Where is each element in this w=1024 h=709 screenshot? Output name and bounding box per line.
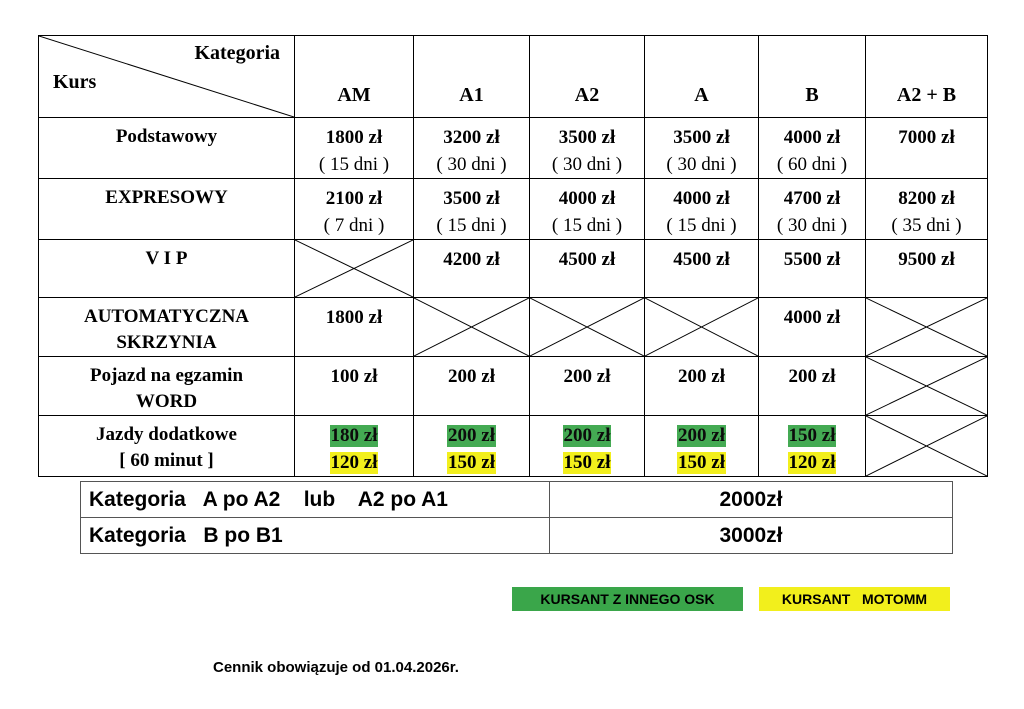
not-available-cell <box>866 416 988 477</box>
price-table <box>38 35 988 477</box>
price-cell <box>759 416 866 477</box>
price-cell <box>295 298 414 357</box>
upgrade-row <box>81 482 953 518</box>
price-cell <box>866 240 988 298</box>
price-cell <box>866 118 988 179</box>
price-value: 3200 zł <box>443 127 500 148</box>
price-cell <box>295 416 414 477</box>
other-osk-price: 150 zł <box>788 425 836 446</box>
price-value: 4500 zł <box>673 249 730 270</box>
price-value: 200 zł <box>448 366 495 387</box>
other-osk-price: 180 zł <box>330 425 378 446</box>
motomm-price: 150 zł <box>448 452 495 473</box>
price-cell <box>414 357 530 416</box>
duration-value: ( 30 dni ) <box>666 154 737 175</box>
corner-course-label: Kurs <box>53 71 97 93</box>
not-available-cell <box>645 298 759 357</box>
category-header-a1: A1 <box>414 36 530 118</box>
price-cell <box>530 357 645 416</box>
duration-value: ( 15 dni ) <box>436 215 507 236</box>
price-value: 9500 zł <box>898 249 955 270</box>
category-upgrade-table <box>80 481 953 554</box>
row-label-line: Jazdy dodatkowe <box>96 424 237 445</box>
row-vip <box>39 240 988 298</box>
price-value: 2100 zł <box>325 188 383 209</box>
row-label-automat <box>39 298 295 357</box>
cross-out-icon <box>530 298 644 356</box>
price-value: 200 zł <box>563 366 611 387</box>
header-row <box>39 36 988 118</box>
price-cell <box>759 179 866 240</box>
price-value: 3500 zł <box>673 127 730 148</box>
price-cell <box>645 240 759 298</box>
not-available-cell <box>866 357 988 416</box>
duration-value: ( 15 dni ) <box>666 215 737 236</box>
not-available-cell <box>530 298 645 357</box>
row-label-vip: V I P <box>39 240 295 298</box>
cross-out-icon <box>866 416 987 476</box>
price-cell <box>414 118 530 179</box>
duration-value: ( 35 dni ) <box>891 215 962 236</box>
upgrade-price: 3000zł <box>550 518 953 554</box>
duration-value: ( 30 dni ) <box>776 215 848 236</box>
duration-value: ( 30 dni ) <box>436 154 507 175</box>
price-value: 4000 zł <box>558 188 616 209</box>
motomm-price: 120 zł <box>788 452 836 473</box>
row-label-podstawowy: Podstawowy <box>39 118 295 179</box>
price-value: 1800 zł <box>325 307 383 328</box>
validity-note: Cennik obowiązuje od 01.04.2026r. <box>213 659 459 676</box>
row-label-line: SKRZYNIA <box>116 332 217 353</box>
price-value: 4200 zł <box>443 249 500 270</box>
corner-category-label: Kategoria <box>194 42 280 64</box>
duration-value: ( 30 dni ) <box>551 154 623 175</box>
price-value: 4000 zł <box>783 127 841 148</box>
upgrade-label: Kategoria B po B1 <box>81 518 550 554</box>
price-value: 8200 zł <box>898 188 955 209</box>
row-dodatkowe <box>39 416 988 477</box>
price-cell <box>759 240 866 298</box>
price-cell <box>295 118 414 179</box>
row-podstawowy <box>39 118 988 179</box>
price-cell <box>530 118 645 179</box>
row-label-egzamin <box>39 357 295 416</box>
price-cell <box>645 416 759 477</box>
price-value: 100 zł <box>330 366 378 387</box>
price-cell <box>645 118 759 179</box>
price-value: 3500 zł <box>558 127 616 148</box>
category-header-b: B <box>759 36 866 118</box>
price-cell <box>759 357 866 416</box>
price-cell <box>530 179 645 240</box>
price-value: 7000 zł <box>898 127 955 148</box>
price-cell <box>530 240 645 298</box>
upgrade-row <box>81 518 953 554</box>
row-egzamin <box>39 357 988 416</box>
cross-out-icon <box>295 240 413 297</box>
motomm-price: 150 zł <box>563 452 611 473</box>
price-value: 4000 zł <box>783 307 841 328</box>
price-cell <box>414 179 530 240</box>
row-automat <box>39 298 988 357</box>
price-value: 200 zł <box>678 366 725 387</box>
price-cell <box>645 357 759 416</box>
upgrade-price: 2000zł <box>550 482 953 518</box>
legend-other-osk: KURSANT Z INNEGO OSK <box>512 587 743 611</box>
price-value: 3500 zł <box>443 188 500 209</box>
price-value: 200 zł <box>788 366 836 387</box>
row-label-expresowy: EXPRESOWY <box>39 179 295 240</box>
other-osk-price: 200 zł <box>448 425 495 446</box>
other-osk-price: 200 zł <box>678 425 725 446</box>
motomm-price: 120 zł <box>330 452 378 473</box>
row-label-line: [ 60 minut ] <box>119 450 214 471</box>
legend-motomm: KURSANT MOTOMM <box>759 587 950 611</box>
price-value: 4700 zł <box>783 188 841 209</box>
category-header-a: A <box>645 36 759 118</box>
category-header-a2: A2 <box>530 36 645 118</box>
price-value: 1800 zł <box>325 127 383 148</box>
cross-out-icon <box>866 298 987 356</box>
row-label-dodatkowe <box>39 416 295 477</box>
category-header-am: AM <box>295 36 414 118</box>
not-available-cell <box>295 240 414 298</box>
cross-out-icon <box>866 357 987 415</box>
price-cell <box>866 179 988 240</box>
other-osk-price: 200 zł <box>563 425 611 446</box>
not-available-cell <box>866 298 988 357</box>
price-cell <box>645 179 759 240</box>
price-cell <box>530 416 645 477</box>
duration-value: ( 60 dni ) <box>776 154 848 175</box>
price-cell <box>414 240 530 298</box>
row-label-line: Pojazd na egzamin <box>89 365 244 386</box>
price-cell <box>759 298 866 357</box>
row-expresowy <box>39 179 988 240</box>
motomm-price: 150 zł <box>678 452 725 473</box>
cross-out-icon <box>414 298 529 356</box>
price-cell <box>295 357 414 416</box>
upgrade-label: Kategoria A po A2 lub A2 po A1 <box>81 482 550 518</box>
duration-value: ( 7 dni ) <box>323 215 385 236</box>
cross-out-icon <box>645 298 758 356</box>
price-value: 4000 zł <box>673 188 730 209</box>
not-available-cell <box>414 298 530 357</box>
price-cell <box>414 416 530 477</box>
duration-value: ( 15 dni ) <box>551 215 623 236</box>
category-header-a2b: A2 + B <box>866 36 988 118</box>
duration-value: ( 15 dni ) <box>318 154 390 175</box>
price-cell <box>295 179 414 240</box>
price-cell <box>759 118 866 179</box>
price-value: 5500 zł <box>783 249 841 270</box>
row-label-line: AUTOMATYCZNA <box>83 306 250 327</box>
row-label-line: WORD <box>135 391 198 412</box>
corner-header <box>39 36 295 118</box>
price-value: 4500 zł <box>558 249 616 270</box>
